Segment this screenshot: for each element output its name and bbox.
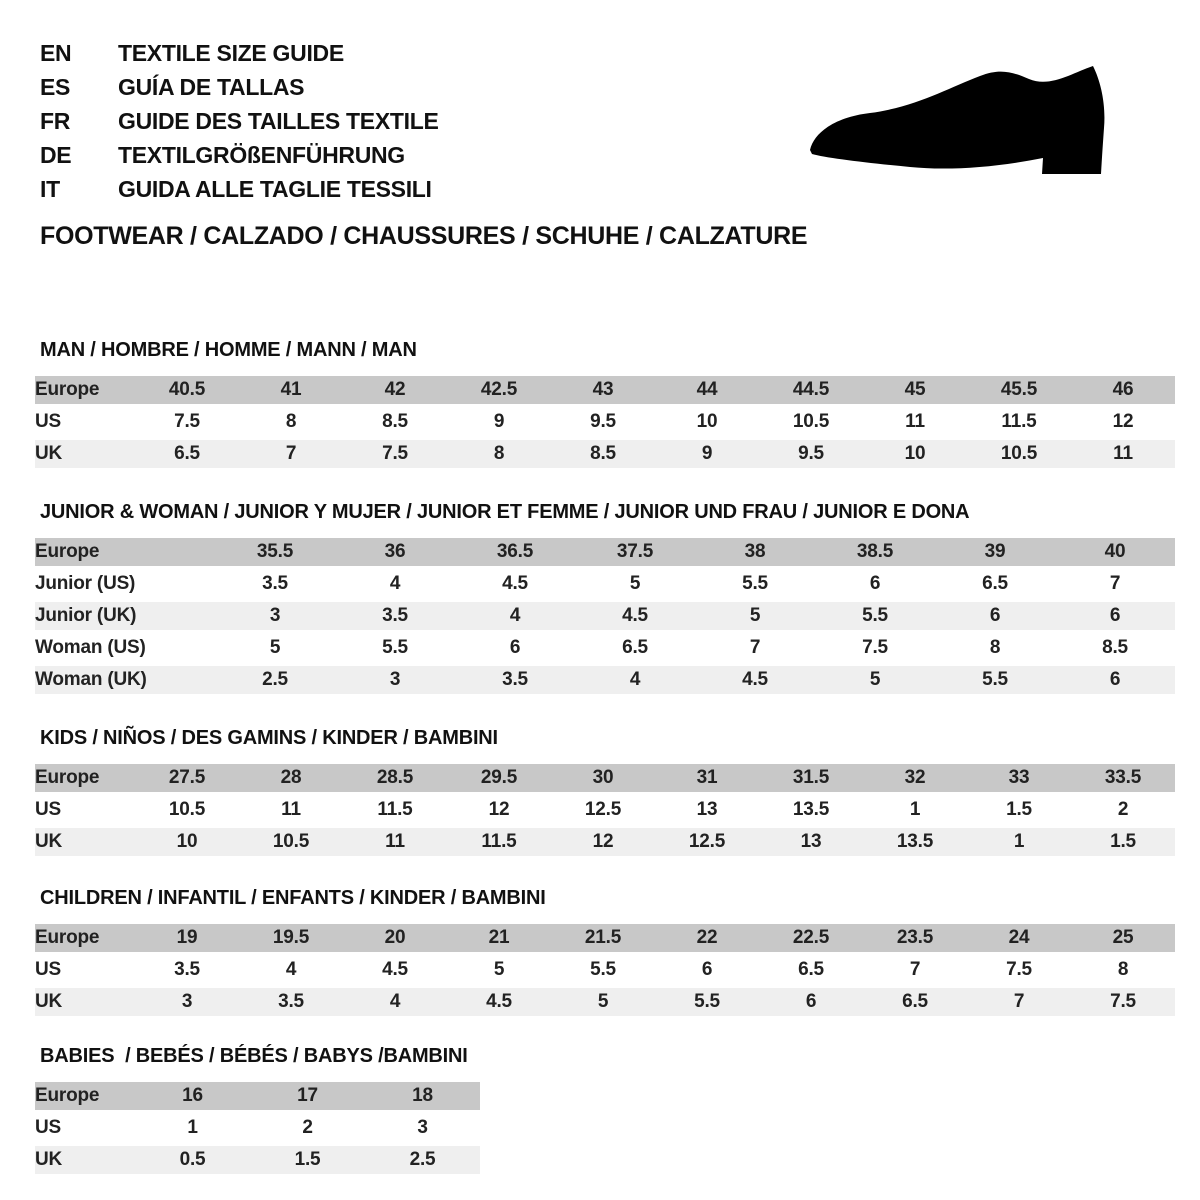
row-label-cell: Europe [35, 764, 135, 792]
size-value-cell: 3.5 [239, 988, 343, 1016]
table-row [35, 408, 1175, 436]
language-code: DE [40, 141, 72, 168]
shoe-icon [800, 60, 1145, 200]
language-label: GUIDA ALLE TAGLIE TESSILI [118, 175, 432, 202]
size-value-cell: 6.5 [622, 637, 648, 658]
table-row [35, 538, 1175, 566]
size-value-cell: 5.5 [935, 666, 1055, 694]
size-value-cell: 4 [455, 602, 575, 630]
size-value-cell: 6.5 [982, 573, 1008, 594]
size-value-cell: 10 [135, 828, 239, 856]
size-value-cell: 5.5 [590, 959, 616, 980]
size-value-cell: 40.5 [135, 376, 239, 404]
size-value-cell: 16 [135, 1082, 250, 1110]
size-value-cell: 9.5 [759, 440, 863, 468]
table-row [35, 764, 1175, 792]
table-row [35, 666, 1175, 694]
row-label-cell: US [35, 799, 61, 820]
size-value-cell: 30 [551, 764, 655, 792]
language-code: IT [40, 175, 60, 202]
size-value-cell: 9.5 [590, 411, 616, 432]
language-row-it [40, 172, 439, 206]
size-value-cell: 10 [863, 440, 967, 468]
language-label: TEXTILGRÖßENFÜHRUNG [118, 141, 405, 168]
size-value-cell: 13 [759, 828, 863, 856]
size-table-children [35, 920, 1175, 1020]
size-value-cell: 7 [909, 959, 921, 980]
size-value-cell: 21.5 [551, 924, 655, 952]
size-section-children [35, 886, 1175, 1020]
size-value-cell: 3 [417, 1117, 428, 1138]
table-row [35, 1082, 480, 1110]
size-value-cell: 3 [335, 666, 455, 694]
language-row-de [40, 138, 439, 172]
size-value-cell: 2 [302, 1117, 313, 1138]
section-title: KIDS / NIÑOS / DES GAMINS / KINDER / BAMBINI [40, 727, 498, 749]
size-value-cell: 21 [447, 924, 551, 952]
size-value-cell: 46 [1071, 376, 1175, 404]
size-value-cell: 5 [551, 988, 655, 1016]
row-label-cell: US [35, 959, 61, 980]
size-section-kids [35, 726, 1175, 860]
size-value-cell: 25 [1071, 924, 1175, 952]
size-value-cell: 31.5 [759, 764, 863, 792]
size-value-cell: 6 [869, 573, 881, 594]
size-value-cell: 6 [935, 602, 1055, 630]
size-value-cell: 4.5 [447, 988, 551, 1016]
size-value-cell: 12.5 [584, 799, 622, 820]
size-value-cell: 7.5 [862, 637, 888, 658]
language-row-fr [40, 104, 439, 138]
row-label-cell: Junior (US) [35, 573, 136, 594]
size-value-cell: 44.5 [759, 376, 863, 404]
size-value-cell: 1.5 [250, 1146, 365, 1174]
category-title: FOOTWEAR / CALZADO / CHAUSSURES / SCHUHE / CALZATURE [40, 222, 808, 250]
section-title: MAN / HOMBRE / HOMME / MANN / MAN [40, 339, 417, 361]
size-section-man [35, 338, 1175, 472]
size-value-cell: 4.5 [695, 666, 815, 694]
size-table-kids [35, 760, 1175, 860]
size-value-cell: 33.5 [1071, 764, 1175, 792]
row-label-cell: Europe [35, 376, 135, 404]
section-title: CHILDREN / INFANTIL / ENFANTS / KINDER / BAMBINI [40, 887, 546, 909]
row-label-cell: UK [35, 828, 135, 856]
size-value-cell: 5.5 [815, 602, 935, 630]
table-row [35, 440, 1175, 468]
size-value-cell: 3 [215, 602, 335, 630]
size-value-cell: 5 [629, 573, 641, 594]
size-value-cell: 0.5 [135, 1146, 250, 1174]
size-value-cell: 8.5 [551, 440, 655, 468]
size-value-cell: 28.5 [343, 764, 447, 792]
language-row-en [40, 36, 439, 70]
size-value-cell: 4 [389, 573, 401, 594]
size-value-cell: 20 [343, 924, 447, 952]
size-value-cell: 38.5 [815, 538, 935, 566]
size-value-cell: 18 [365, 1082, 480, 1110]
table-row [35, 1146, 480, 1174]
size-value-cell: 3.5 [262, 573, 288, 594]
size-value-cell: 11 [343, 828, 447, 856]
size-value-cell: 44 [655, 376, 759, 404]
size-value-cell: 42 [343, 376, 447, 404]
language-label: GUIDE DES TAILLES TEXTILE [118, 107, 439, 134]
size-value-cell: 4.5 [575, 602, 695, 630]
size-value-cell: 19.5 [239, 924, 343, 952]
size-value-cell: 6 [1055, 602, 1175, 630]
language-row-es [40, 70, 439, 104]
table-row [35, 796, 1175, 824]
size-value-cell: 4 [285, 959, 297, 980]
size-value-cell: 9 [493, 411, 505, 432]
language-code: ES [40, 73, 71, 100]
row-label-cell: Europe [35, 538, 215, 566]
size-value-cell: 9 [655, 440, 759, 468]
size-value-cell: 12 [1112, 411, 1134, 432]
table-row [35, 828, 1175, 856]
language-code: EN [40, 39, 72, 66]
size-value-cell: 6.5 [798, 959, 824, 980]
size-value-cell: 12 [551, 828, 655, 856]
size-value-cell: 7 [1109, 573, 1121, 594]
size-value-cell: 1 [187, 1117, 198, 1138]
size-value-cell: 38 [695, 538, 815, 566]
size-value-cell: 29.5 [447, 764, 551, 792]
size-value-cell: 27.5 [135, 764, 239, 792]
size-value-cell: 8.5 [382, 411, 408, 432]
table-row [35, 956, 1175, 984]
size-value-cell: 10 [696, 411, 718, 432]
size-value-cell: 32 [863, 764, 967, 792]
size-value-cell: 1 [967, 828, 1071, 856]
size-value-cell: 2 [1117, 799, 1129, 820]
size-value-cell: 23.5 [863, 924, 967, 952]
language-list [40, 36, 439, 206]
size-value-cell: 17 [250, 1082, 365, 1110]
size-value-cell: 11.5 [447, 828, 551, 856]
size-value-cell: 6 [701, 959, 713, 980]
section-title: BABIES / BEBÉS / BÉBÉS / BABYS /BAMBINI [40, 1045, 468, 1067]
size-value-cell: 36 [335, 538, 455, 566]
size-value-cell: 13.5 [863, 828, 967, 856]
size-value-cell: 7 [967, 988, 1071, 1016]
size-value-cell: 5.5 [742, 573, 768, 594]
row-label-cell: UK [35, 1146, 135, 1174]
row-label-cell: US [35, 411, 61, 432]
size-value-cell: 4.5 [382, 959, 408, 980]
size-table-man [35, 372, 1175, 472]
size-value-cell: 22.5 [759, 924, 863, 952]
size-value-cell: 7.5 [1071, 988, 1175, 1016]
language-label: GUÍA DE TALLAS [118, 73, 305, 100]
size-value-cell: 5 [815, 666, 935, 694]
size-value-cell: 10.5 [239, 828, 343, 856]
size-value-cell: 6 [509, 637, 521, 658]
table-row [35, 376, 1175, 404]
size-value-cell: 13.5 [792, 799, 830, 820]
row-label-cell: US [35, 1117, 61, 1138]
row-label-cell: Woman (UK) [35, 666, 215, 694]
table-row [35, 602, 1175, 630]
row-label-cell: Europe [35, 1082, 135, 1110]
size-value-cell: 6 [759, 988, 863, 1016]
size-value-cell: 3.5 [335, 602, 455, 630]
size-section-babies [35, 1044, 480, 1178]
size-value-cell: 31 [655, 764, 759, 792]
size-value-cell: 10.5 [792, 411, 830, 432]
size-value-cell: 37.5 [575, 538, 695, 566]
size-value-cell: 39 [935, 538, 1055, 566]
size-value-cell: 40 [1055, 538, 1175, 566]
size-value-cell: 7.5 [1006, 959, 1032, 980]
size-value-cell: 7 [239, 440, 343, 468]
size-value-cell: 3.5 [455, 666, 575, 694]
size-value-cell: 4.5 [502, 573, 528, 594]
size-value-cell: 7.5 [343, 440, 447, 468]
row-label-cell: UK [35, 440, 135, 468]
size-value-cell: 35.5 [215, 538, 335, 566]
size-value-cell: 33 [967, 764, 1071, 792]
size-value-cell: 7 [749, 637, 761, 658]
size-value-cell: 11.5 [377, 799, 413, 820]
row-label-cell: Junior (UK) [35, 602, 215, 630]
language-label: TEXTILE SIZE GUIDE [118, 39, 344, 66]
size-value-cell: 11 [281, 799, 301, 820]
size-value-cell: 36.5 [455, 538, 575, 566]
size-value-cell: 3.5 [174, 959, 200, 980]
size-value-cell: 1 [909, 799, 921, 820]
size-value-cell: 5.5 [655, 988, 759, 1016]
size-value-cell: 43 [551, 376, 655, 404]
size-value-cell: 10.5 [967, 440, 1071, 468]
size-value-cell: 1.5 [1006, 799, 1032, 820]
size-table-babies [35, 1078, 480, 1178]
size-value-cell: 7.5 [174, 411, 200, 432]
table-row [35, 634, 1175, 662]
table-row [35, 988, 1175, 1016]
size-value-cell: 45.5 [967, 376, 1071, 404]
size-value-cell: 19 [135, 924, 239, 952]
table-row [35, 1114, 480, 1142]
size-value-cell: 11 [905, 411, 925, 432]
size-value-cell: 5 [493, 959, 505, 980]
table-row [35, 570, 1175, 598]
size-value-cell: 13 [696, 799, 718, 820]
size-value-cell: 42.5 [447, 376, 551, 404]
size-value-cell: 10.5 [168, 799, 206, 820]
size-value-cell: 6.5 [863, 988, 967, 1016]
row-label-cell: Woman (US) [35, 637, 146, 658]
language-code: FR [40, 107, 71, 134]
row-label-cell: Europe [35, 924, 135, 952]
size-value-cell: 5 [269, 637, 281, 658]
size-value-cell: 45 [863, 376, 967, 404]
size-value-cell: 12.5 [655, 828, 759, 856]
size-table-junior [35, 534, 1175, 698]
size-value-cell: 22 [655, 924, 759, 952]
size-value-cell: 8 [447, 440, 551, 468]
size-value-cell: 6.5 [135, 440, 239, 468]
size-value-cell: 3 [135, 988, 239, 1016]
size-value-cell: 28 [239, 764, 343, 792]
size-value-cell: 5 [695, 602, 815, 630]
table-row [35, 924, 1175, 952]
size-value-cell: 41 [239, 376, 343, 404]
size-value-cell: 1.5 [1071, 828, 1175, 856]
size-value-cell: 8 [989, 637, 1001, 658]
size-value-cell: 2.5 [365, 1146, 480, 1174]
size-value-cell: 4 [575, 666, 695, 694]
size-value-cell: 5.5 [382, 637, 408, 658]
size-value-cell: 12 [488, 799, 510, 820]
size-value-cell: 8 [285, 411, 297, 432]
size-value-cell: 24 [967, 924, 1071, 952]
size-section-junior [35, 500, 1175, 698]
size-value-cell: 11.5 [1001, 411, 1037, 432]
size-value-cell: 6 [1055, 666, 1175, 694]
size-value-cell: 8.5 [1102, 637, 1128, 658]
size-value-cell: 8 [1117, 959, 1129, 980]
row-label-cell: UK [35, 988, 135, 1016]
size-value-cell: 2.5 [215, 666, 335, 694]
size-value-cell: 4 [343, 988, 447, 1016]
size-value-cell: 11 [1071, 440, 1175, 468]
section-title: JUNIOR & WOMAN / JUNIOR Y MUJER / JUNIOR ET FEMME / JUNIOR UND FRAU / JUNIOR E DONA [40, 501, 970, 523]
